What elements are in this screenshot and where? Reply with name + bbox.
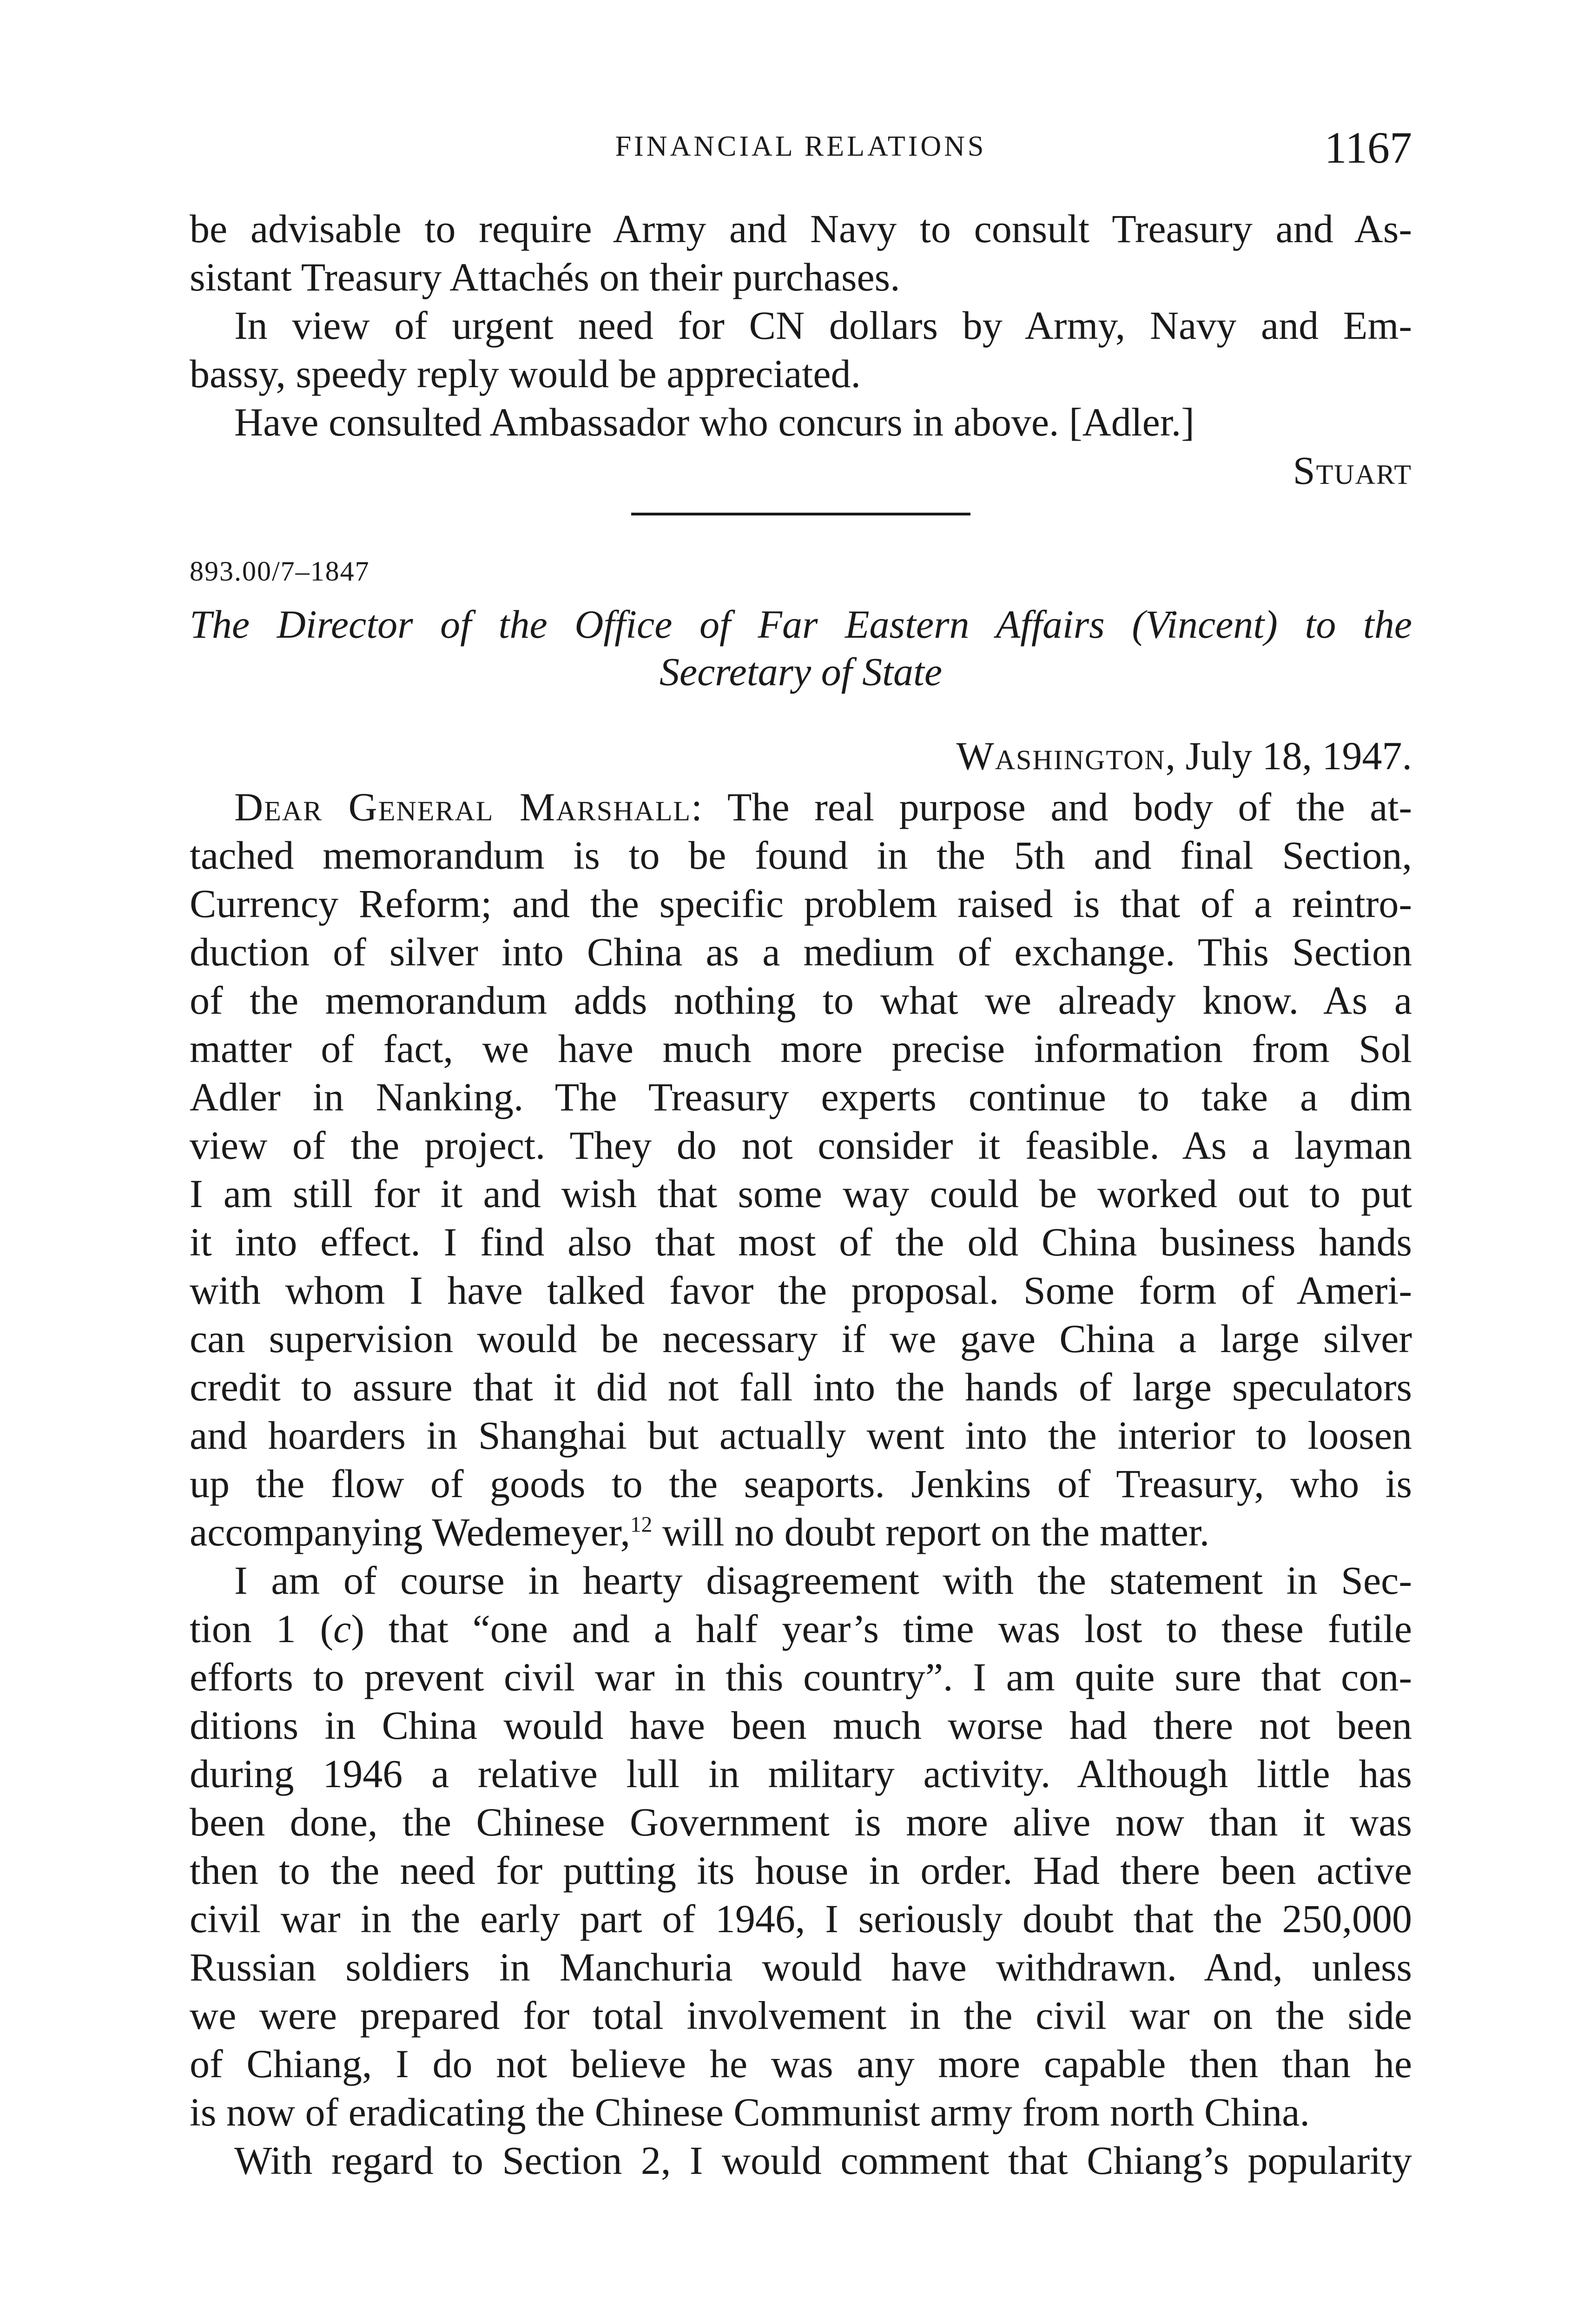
text-line: Currency Reform; and the specific problem raised is that of a reintro- (190, 881, 1412, 926)
text-span: The real purpose and body of the at- (703, 785, 1412, 829)
salutation: Dear General Marshall: (234, 785, 703, 829)
section-divider (631, 513, 970, 515)
text-line: Have consulted Ambassador who concurs in above. [Adler.] (234, 400, 1194, 444)
text-line: and hoarders in Shanghai but actually went into the interior to loosen (190, 1413, 1412, 1458)
heading-line: Secretary of State (659, 649, 943, 694)
telegram-conclusion (190, 205, 1412, 495)
text-line: Adler in Nanking. The Treasury experts continue to take a dim (190, 1075, 1412, 1119)
text-line: then to the need for putting its house in order. Had there been active (190, 1848, 1412, 1893)
text-line (190, 1604, 1412, 1653)
text-line: In view of urgent need for CN dollars by Army, Navy and Em- (234, 303, 1412, 348)
text-line (190, 783, 1412, 831)
footnote-reference: 12 (630, 1512, 653, 1537)
text-line: view of the project. They do not consider it feasible. As a layman (190, 1123, 1412, 1168)
signature: Stuart (1293, 448, 1412, 493)
page-number: 1167 (1324, 123, 1412, 172)
text-line: I am of course in hearty disagreement with the statement in Sec- (234, 1558, 1412, 1603)
file-number: 893.00/7–1847 (190, 556, 370, 587)
text-line: duction of silver into China as a medium of exchange. This Section (190, 930, 1412, 974)
italic-letter: c (333, 1606, 351, 1651)
text-line: during 1946 a relative lull in military activity. Although little has (190, 1751, 1412, 1796)
document-heading (190, 601, 1412, 695)
text-line: up the flow of goods to the seaports. Jenkins of Treasury, who is (190, 1461, 1412, 1506)
text-line (190, 1508, 1412, 1556)
dateline (957, 733, 1412, 779)
text-line: credit to assure that it did not fall into the hands of large speculators (190, 1365, 1412, 1409)
text-span: will no doubt report on the matter. (652, 1510, 1210, 1554)
text-line: been done, the Chinese Government is more alive now than it was (190, 1800, 1412, 1844)
text-span: accompanying Wedemeyer, (190, 1510, 630, 1554)
text-line: With regard to Section 2, I would comment that Chiang’s popularity (234, 2138, 1412, 2183)
text-line: is now of eradicating the Chinese Communist army from north China. (190, 2090, 1310, 2134)
text-line: of the memorandum adds nothing to what we already know. As a (190, 978, 1412, 1023)
running-head-title: FINANCIAL RELATIONS (615, 131, 987, 162)
text-line: civil war in the early part of 1946, I seriously doubt that the 250,000 (190, 1896, 1412, 1941)
text-line: matter of fact, we have much more precise information from Sol (190, 1026, 1412, 1071)
text-line: be advisable to require Army and Navy to consult Treasury and As- (190, 206, 1412, 251)
running-head (190, 122, 1412, 173)
text-line: of Chiang, I do not believe he was any more capable then than he (190, 2041, 1412, 2086)
memorandum-body (190, 783, 1412, 2185)
text-span: ) that “one and a half year’s time was lost to these futile (351, 1606, 1412, 1651)
text-line: tached memorandum is to be found in the 5th and final Section, (190, 833, 1412, 878)
text-line: efforts to prevent civil war in this country”. I am quite sure that con- (190, 1655, 1412, 1699)
heading-line: The Director of the Office of Far Eastern Affairs (Vincent) to the (190, 602, 1412, 647)
text-line: bassy, speedy reply would be appreciated. (190, 351, 861, 396)
text-line: it into effect. I find also that most of the old China business hands (190, 1220, 1412, 1264)
dateline-date: , July 18, 1947. (1165, 733, 1412, 778)
text-line: with whom I have talked favor the proposal. Some form of Ameri- (190, 1268, 1412, 1313)
text-line: ditions in China would have been much worse had there not been (190, 1703, 1412, 1748)
text-span: tion 1 ( (190, 1606, 334, 1651)
dateline-place: Washington (956, 733, 1166, 778)
text-line: I am still for it and wish that some way could be worked out to put (190, 1171, 1412, 1216)
text-line: sistant Treasury Attachés on their purchases. (190, 255, 900, 299)
text-line: we were prepared for total involvement in the civil war on the side (190, 1993, 1412, 2038)
text-line: Russian soldiers in Manchuria would have withdrawn. And, unless (190, 1945, 1412, 1989)
text-line: can supervision would be necessary if we gave China a large silver (190, 1316, 1412, 1361)
